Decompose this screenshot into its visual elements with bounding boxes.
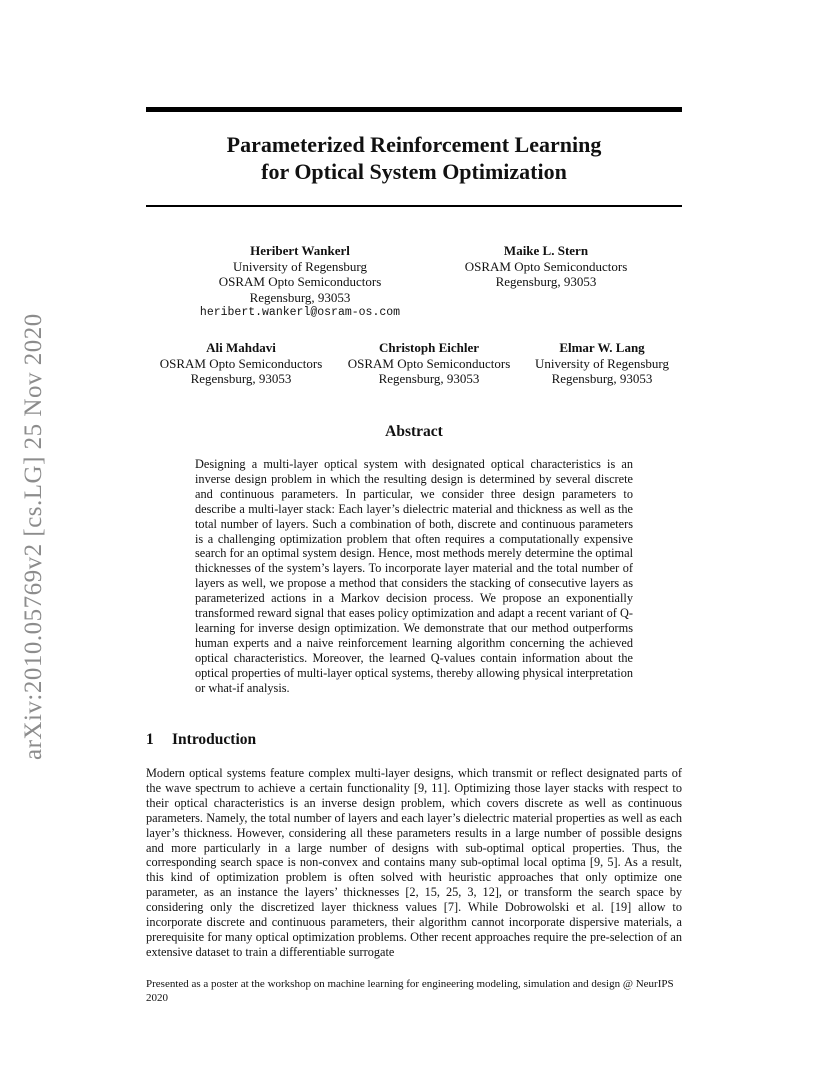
author-email: heribert.wankerl@osram-os.com [199,306,401,319]
author-affiliation: OSRAM Opto Semiconductors [464,258,628,274]
author-block-mahdavi [146,340,336,387]
footnote: Presented as a poster at the workshop on machine learning for engineering modeling, simulation and design @ NeurIPS 2020 [146,978,674,1004]
section-title: Introduction [172,731,257,748]
author-block-eichler [334,340,524,387]
author-block-stern [446,243,646,290]
author-address: Regensburg, 93053 [551,371,653,386]
introduction-paragraph: Modern optical systems feature complex multi-layer designs, which transmit or reflect designated parts of the wave spectrum to achieve a certain functionality [9, 11]. Optimizing those layer stacks with respect to their optical characteristics is an inverse design problem, which covers discrete as well as continuous parameters. Namely, the total number of layers and each layer’s dielectric material properties as well as each layer’s thickness. However, considering all these parameters results in a large number of possible designs and more particularly in a large number of designs with sub-optimal optical properties. Thus, the corresponding search space is non-convex and contains many sub-optimal local optima [9, 5]. As a result, this kind of optimization problem is often solved with heuristic approaches that only optimize one parameter, as an instance the layers’ thicknesses [2, 15, 25, 3, 12], or transform the search space by considering only the discretized layer thickness values [7]. While Dobrowolski et al. [19] allow to incorporate discrete and continuous parameters, their algorithm cannot incorporate dispersive materials, a prerequisite for many optical optimization problems. Other recent approaches require the pre-selection of an extensive dataset to train a differentiable surrogate [146,766,682,959]
author-affiliation: University of Regensburg [232,258,368,274]
title-line-2: for Optical System Optimization [261,159,567,184]
author-block-lang [514,340,690,387]
section-number: 1 [146,731,154,748]
author-affiliation: OSRAM Opto Semiconductors [159,355,323,371]
title-top-rule [146,107,682,112]
arxiv-identifier-stamp [20,280,54,760]
author-name: Ali Mahdavi [206,340,276,355]
arxiv-identifier: arXiv:2010.05769v2 [cs.LG] 25 Nov 2020 [20,313,47,760]
author-name: Maike L. Stern [503,243,589,258]
title-bottom-rule [146,205,682,207]
section-heading-introduction [146,731,256,749]
author-address: Regensburg, 93053 [190,371,292,386]
author-affiliation: OSRAM Opto Semiconductors [218,274,382,289]
author-address: Regensburg, 93053 [378,371,480,386]
author-name: Heribert Wankerl [250,243,350,258]
abstract-heading: Abstract [385,423,443,440]
author-address: Regensburg, 93053 [249,289,351,305]
author-affiliation: OSRAM Opto Semiconductors [347,355,511,371]
author-name: Elmar W. Lang [559,340,645,355]
abstract-text: Designing a multi-layer optical system with designated optical characteristics is an inverse design problem in which the resulting design is determined by several discrete and continuous parameters. In particular, we consider three design parameters to describe a multi-layer stack: Each layer’s dielectric material and thickness as well as the total number of layers. Such a combination of both, discrete and continuous parameters is a challenging optimization problem that often requires a computationally expensive search for an optimal system design. Hence, most methods merely determine the optimal thicknesses of the system’s layers. To incorporate layer material and the total number of layers as well, we propose a method that considers the stacking of consecutive layers as parameterized actions in a Markov decision process. We propose an exponentially transformed reward signal that eases policy optimization and adapt a recent variant of Q-learning for inverse design optimization. We demonstrate that our method outperforms human experts and a naive reinforcement learning algorithm concerning the achieved optical characteristics. Moreover, the learned Q-values contain information about the optical properties of multi-layer optical systems, thereby allowing physical interpretation or what-if analysis. [195,457,633,695]
author-affiliation: University of Regensburg [534,355,670,371]
author-block-wankerl [180,243,420,321]
author-address: Regensburg, 93053 [495,274,597,289]
author-name: Christoph Eichler [378,340,480,355]
title-line-1: Parameterized Reinforcement Learning [226,132,602,157]
paper-title [146,131,682,185]
